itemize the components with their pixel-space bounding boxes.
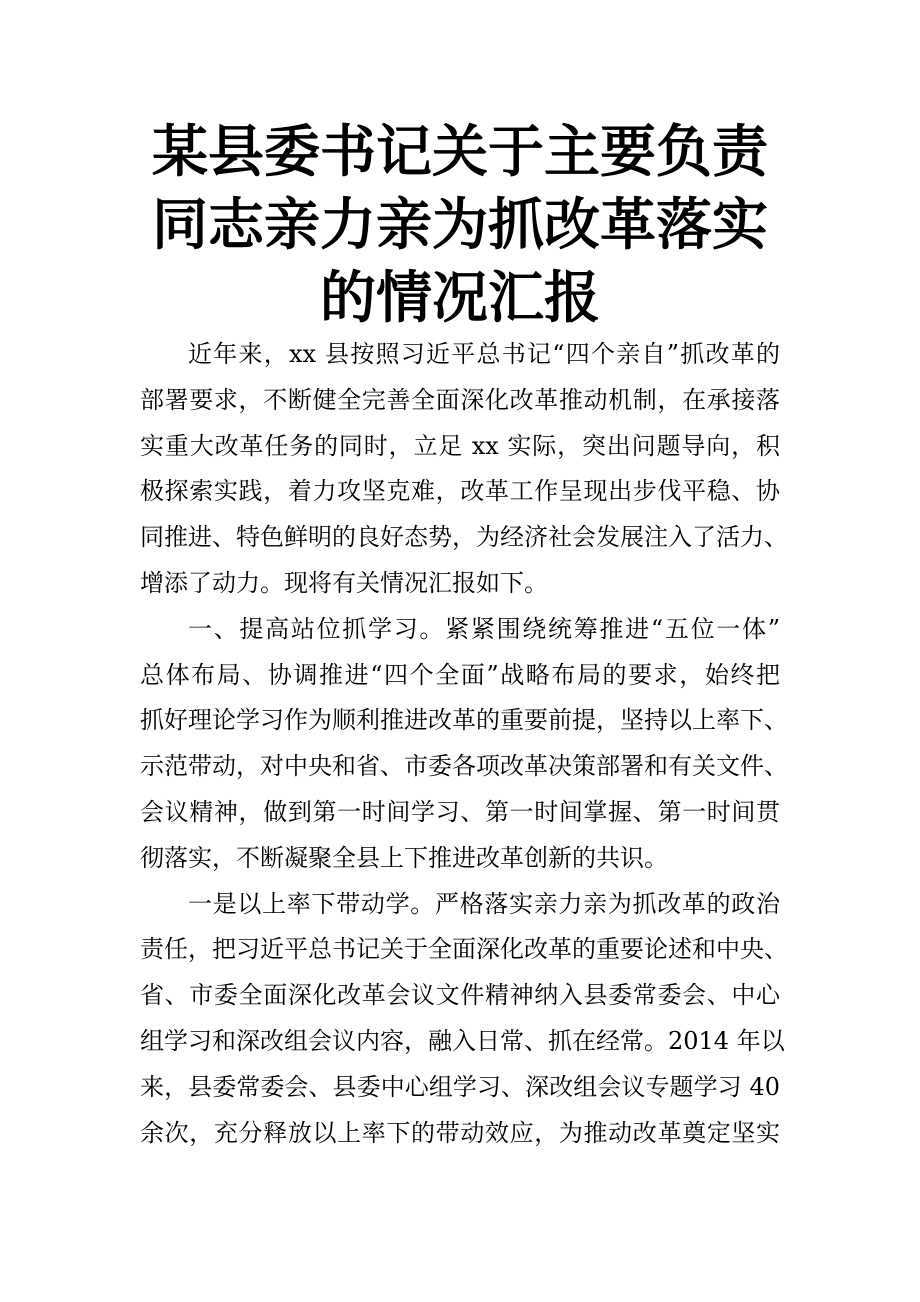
text-line: 近年来，xx 县按照习近平总书记“四个亲自”抓改革的 — [188, 340, 780, 368]
text-line: 来，县委常委会、县委中心组学习、深改组会议专题学习 40 — [140, 1072, 780, 1101]
text-line: 责任，把习近平总书记关于全面深化改革的重要论述和中央、 — [140, 935, 788, 964]
title-line: 某县委书记关于主要负责 — [152, 120, 768, 185]
text-line: 极探索实践，着力攻坚克难，改革工作呈现出步伐平稳、协 — [140, 477, 780, 506]
text-line: 余次，充分释放以上率下的带动效应，为推动改革奠定坚实 — [140, 1118, 780, 1147]
document-body — [140, 332, 788, 1156]
paragraph-section-one — [140, 607, 788, 882]
paragraph-point-one — [140, 882, 788, 1157]
text-line: 总体布局、协调推进“四个全面”战略布局的要求，始终把 — [140, 660, 780, 689]
text-line: 抓好理论学习作为顺利推进改革的重要前提，坚持以上率下、 — [140, 706, 788, 735]
text-line: 同推进、特色鲜明的良好态势，为经济社会发展注入了活力、 — [140, 523, 788, 552]
text-line: 组学习和深改组会议内容，融入日常、抓在经常。2014 年以 — [140, 1026, 785, 1055]
text-line: 示范带动，对中央和省、市委各项改革决策部署和有关文件、 — [140, 752, 788, 781]
text-line: 一、提高站位抓学习。紧紧围绕统筹推进“五位一体” — [188, 614, 780, 643]
text-line: 实重大改革任务的同时，立足 xx 实际，突出问题导向，积 — [140, 431, 780, 460]
text-line: 彻落实，不断凝聚全县上下推进改革创新的共识。 — [140, 843, 668, 872]
text-line: 会议精神，做到第一时间学习、第一时间掌握、第一时间贯 — [140, 797, 780, 826]
document-title — [140, 116, 780, 335]
text-line: 省、市委全面深化改革会议文件精神纳入县委常委会、中心 — [140, 981, 780, 1010]
paragraph-intro — [140, 332, 788, 607]
title-line: 的情况汇报 — [320, 266, 600, 331]
text-line: 增添了动力。现将有关情况汇报如下。 — [140, 568, 548, 597]
text-line: 一是以上率下带动学。严格落实亲力亲为抓改革的政治 — [188, 889, 780, 918]
text-line: 部署要求，不断健全完善全面深化改革推动机制，在承接落 — [140, 385, 780, 414]
title-line: 同志亲力亲为抓改革落实 — [152, 193, 768, 258]
